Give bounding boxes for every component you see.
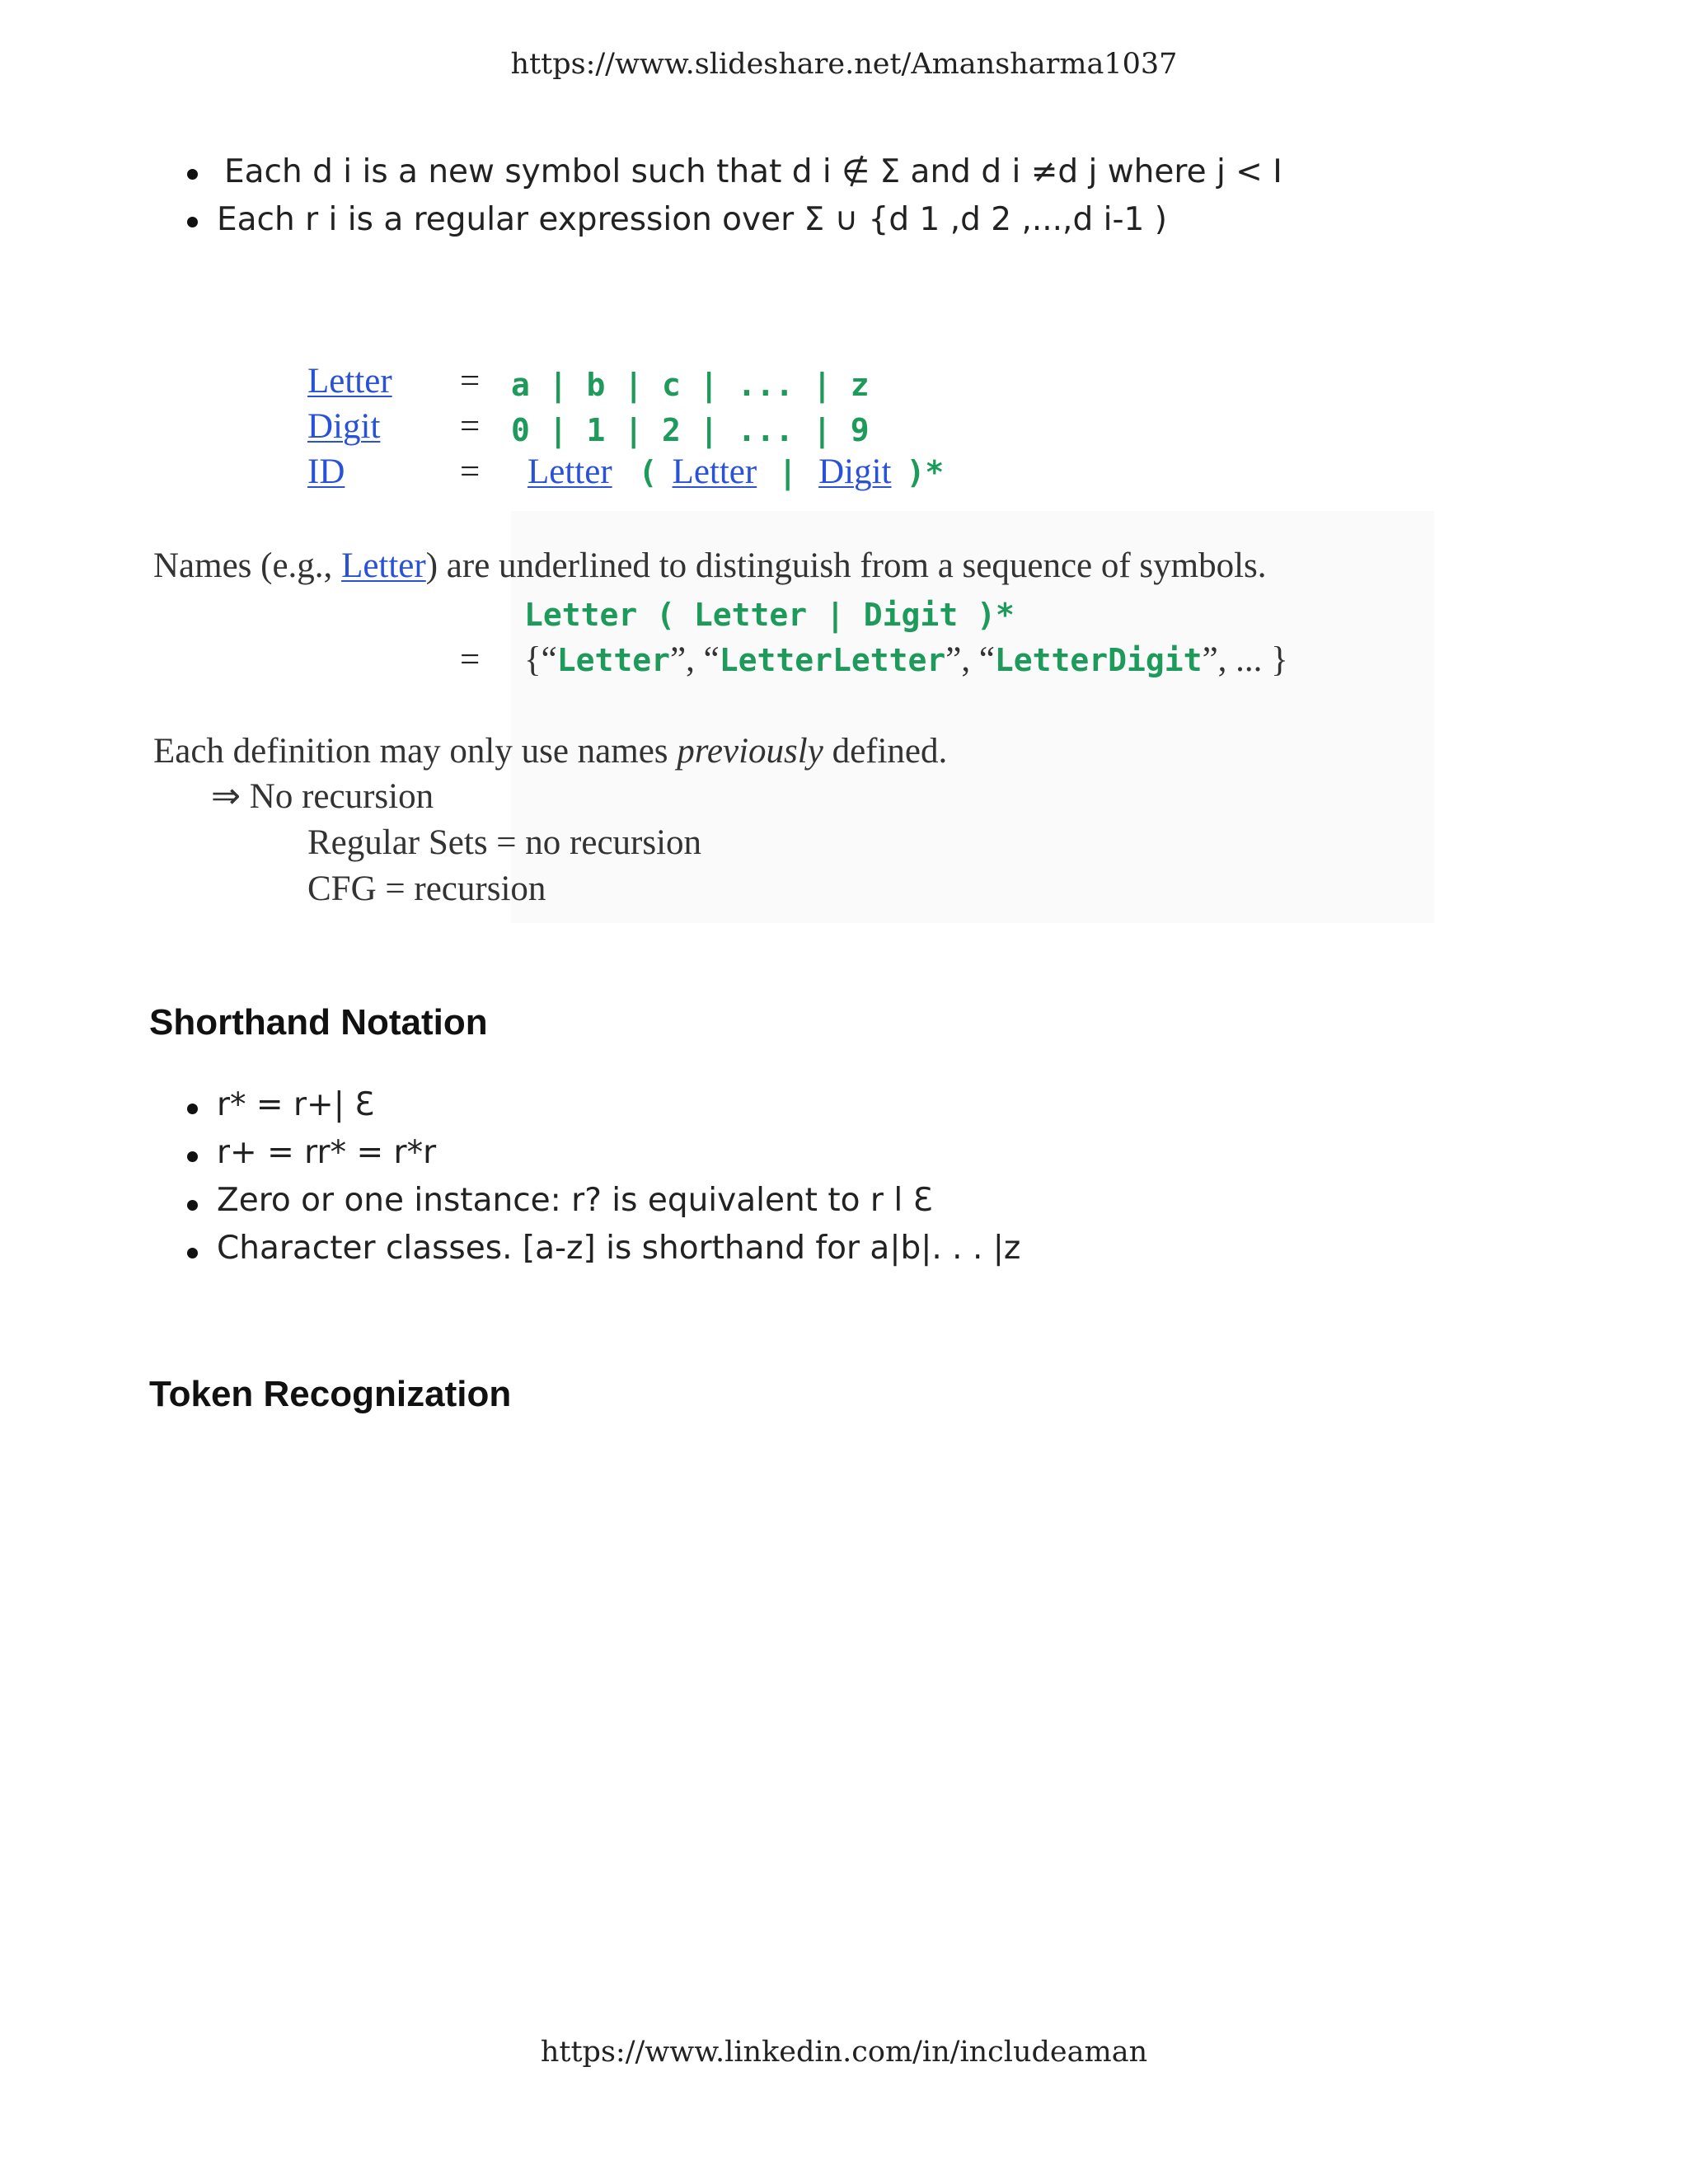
rule-regular-sets: Regular Sets = no recursion (307, 823, 702, 862)
def-rhs-letter: a | b | c | ... | z (511, 367, 870, 403)
set-open: {“ (524, 640, 557, 679)
names-note-link: Letter (341, 546, 426, 585)
rule-arrow: ⇒ No recursion (211, 777, 434, 816)
rule-cfg: CFG = recursion (307, 869, 546, 908)
section-heading-shorthand: Shorthand Notation (149, 1002, 488, 1043)
bullet-dot (187, 1248, 198, 1258)
set-line (524, 640, 1288, 680)
shorthand-bullet-2: r+ = rr* = r*r (217, 1134, 437, 1171)
expr-line: Letter ( Letter | Digit )* (524, 597, 1015, 633)
def-eq: = (460, 452, 481, 491)
set-item: LetterDigit (994, 642, 1203, 678)
rhs-letter-link: Letter (672, 452, 757, 491)
rule-after: defined. (823, 732, 948, 771)
rhs-digit-link: Digit (818, 452, 892, 491)
rhs-close-star: )* (906, 454, 945, 490)
bullet-dot (187, 217, 198, 227)
def-rhs-digit: 0 | 1 | 2 | ... | 9 (511, 412, 870, 448)
def-rhs-id (528, 452, 944, 492)
def-name-id: ID (307, 452, 345, 491)
intro-bullet-1: Each d i is a new symbol such that d i ∉ Σ and d i ≠d j where j < I (224, 153, 1282, 190)
def-eq: = (460, 362, 481, 401)
rule-emph: previously (677, 732, 823, 771)
rhs-letter-link: Letter (528, 452, 612, 491)
rule-line (153, 731, 947, 771)
def-eq: = (460, 407, 481, 446)
header-url[interactable]: https://www.slideshare.net/Amansharma1037 (510, 48, 1178, 81)
bullet-dot (187, 169, 198, 180)
bullet-dot (187, 1151, 198, 1162)
intro-bullet-2: Each r i is a regular expression over Σ ∪ {d 1 ,d 2 ,...,d i-1 ) (217, 201, 1167, 238)
shorthand-bullet-3: Zero or one instance: r? is equivalent to r l Ɛ (217, 1182, 933, 1219)
bullet-dot (187, 1200, 198, 1211)
names-note-before: Names (e.g., (153, 546, 342, 585)
rule-before: Each definition may only use names (153, 732, 678, 771)
set-sep: ”, “ (670, 640, 720, 679)
names-note (153, 546, 1267, 586)
set-eq: = (460, 640, 481, 679)
section-heading-token-recognization: Token Recognization (149, 1374, 512, 1414)
set-sep: ”, “ (945, 640, 995, 679)
rhs-open-paren: ( (638, 454, 658, 490)
names-note-after: ) are underlined to distinguish from a sequence of symbols. (425, 546, 1267, 585)
rhs-pipe: | (778, 454, 798, 490)
set-item: Letter (556, 642, 671, 678)
set-item: LetterLetter (719, 642, 946, 678)
set-close: ”, ... } (1202, 640, 1288, 679)
shorthand-bullet-4: Character classes. [a-z] is shorthand for a|b|. . . |z (217, 1230, 1021, 1267)
shorthand-bullet-1: r* = r+| Ɛ (217, 1086, 375, 1123)
def-name-digit: Digit (307, 407, 381, 446)
footer-url[interactable]: https://www.linkedin.com/in/includeaman (540, 2036, 1148, 2069)
def-name-letter: Letter (307, 362, 392, 401)
bullet-dot (187, 1104, 198, 1114)
